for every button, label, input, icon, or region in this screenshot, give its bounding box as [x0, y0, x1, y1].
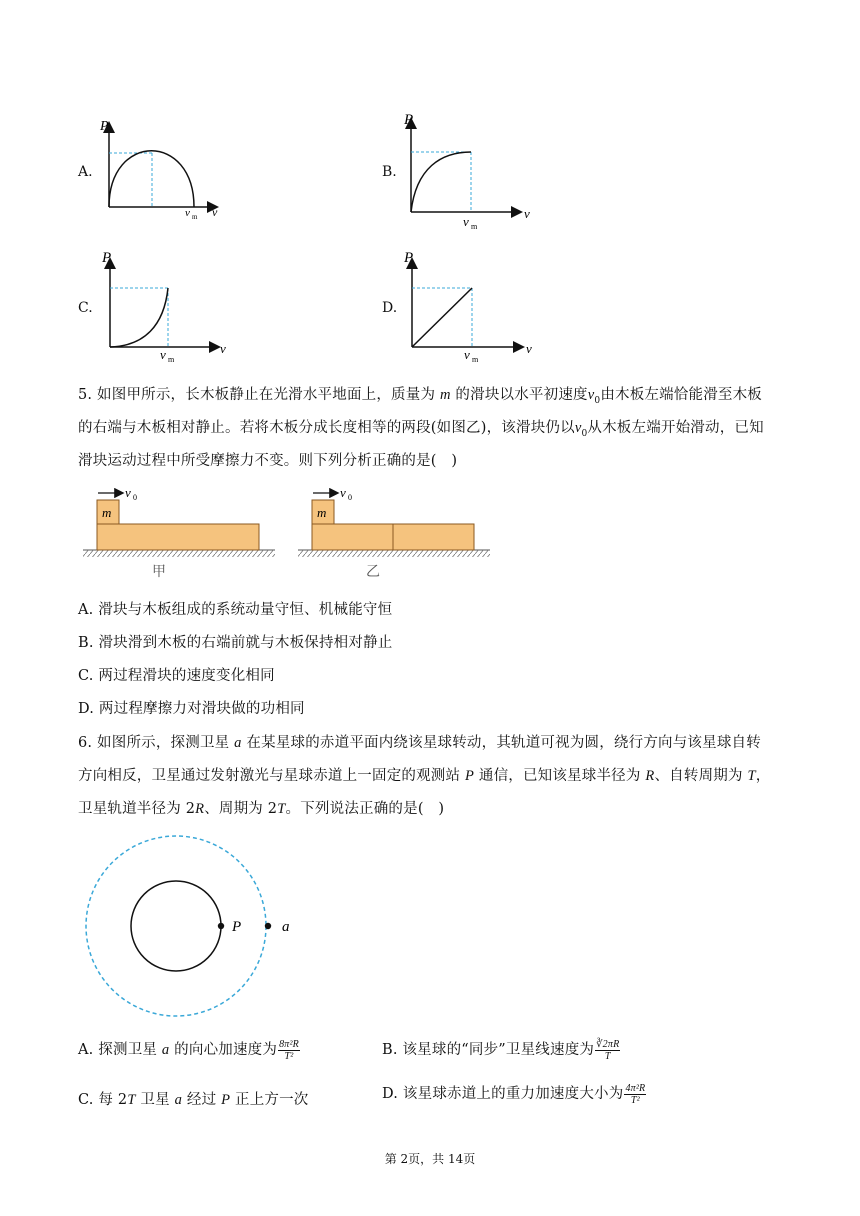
- svg-text:v: v: [125, 485, 131, 500]
- curve-convex: [110, 288, 168, 347]
- q6-line1: 6. 如图所示，探测卫星 a 在某星球的赤道平面内绕该星球转动，其轨道可视为圆，绕行方向与该星球自转: [78, 735, 761, 751]
- q6-option-b: B. 该星球的“同步”卫星线速度为 $\frac{∛2\pi R}{T}$: [382, 1038, 620, 1062]
- station-p-dot: [218, 923, 224, 929]
- svg-text:v: v: [464, 347, 470, 362]
- svg-text:P: P: [102, 250, 112, 266]
- q5-line1: 5. 如图甲所示，长木板静止在光滑水平地面上，质量为 m 的滑块以水平初速度$v_0$由木板左端恰能滑至木板: [78, 387, 763, 406]
- option-b-letter: B.: [382, 164, 397, 180]
- svg-text:m: m: [168, 355, 175, 364]
- svg-text:v: v: [524, 206, 530, 221]
- graph-b: [396, 108, 536, 230]
- page-footer: 第 2页，共 14页: [384, 1152, 476, 1166]
- option-d-letter: D.: [382, 300, 398, 316]
- graph-a: [94, 112, 234, 224]
- curve-concave: [411, 152, 471, 212]
- q5-figure: [80, 482, 500, 580]
- x-label: v: [212, 205, 218, 219]
- svg-text:v: v: [220, 341, 226, 356]
- q5-option-b: B. 滑块滑到木板的右端前就与木板保持相对静止: [78, 635, 393, 651]
- svg-text:m: m: [471, 222, 478, 230]
- q5-option-c: C. 两过程滑块的速度变化相同: [78, 668, 275, 684]
- q5-line3: 滑块运动过程中所受摩擦力不变。则下列分析正确的是( ): [78, 453, 458, 469]
- svg-text:P: P: [404, 250, 414, 266]
- graph-c: [94, 246, 234, 366]
- label-jia: 甲: [152, 565, 166, 580]
- satellite-a-dot: [265, 923, 271, 929]
- label-yi: 乙: [366, 565, 380, 580]
- q5-option-d: D. 两过程摩擦力对滑块做的功相同: [78, 701, 305, 717]
- q6-option-d: D. 该星球赤道上的重力加速度大小为 $\frac{\text{4π²R}}{\text{T²}}$: [382, 1082, 646, 1106]
- option-c-letter: C.: [78, 300, 93, 316]
- q5-option-a: A. 滑块与木板组成的系统动量守恒、机械能守恒: [78, 602, 393, 618]
- label-p: P: [232, 919, 242, 935]
- planet: [131, 881, 221, 971]
- svg-text:P: P: [404, 112, 414, 128]
- graph-d: [396, 246, 538, 366]
- svg-text:m: m: [472, 355, 479, 364]
- curve-linear: [412, 288, 472, 347]
- q6-option-c: C. 每 2T 卫星 a 经过 P 正上方一次: [78, 1092, 309, 1108]
- svg-text:v: v: [340, 485, 346, 500]
- svg-text:0: 0: [133, 493, 137, 502]
- vm-label: v: [185, 207, 190, 219]
- svg-text:v: v: [160, 347, 166, 362]
- svg-text:m: m: [317, 505, 327, 520]
- q6-option-a: A. 探测卫星 a 的向心加速度为 $\frac{\text{8π²R}}{\text{T²}}$: [78, 1038, 299, 1062]
- label-a: a: [282, 919, 290, 935]
- svg-text:m: m: [102, 505, 112, 520]
- svg-text:v: v: [526, 341, 532, 356]
- q5-line2: 的右端与木板相对静止。若将木板分成长度相等的两段(如图乙)，该滑块仍以$v_0$从木板左端开始滑动，已知: [78, 420, 764, 439]
- y-label: P: [100, 119, 109, 134]
- q6-line2: 方向相反，卫星通过发射激光与星球赤道上一固定的观测站 P 通信，已知该星球半径为 R、自转周期为 T，: [78, 768, 771, 784]
- q6-line3: 卫星轨道半径为 2R、周期为 2T。下列说法正确的是( ): [78, 801, 445, 817]
- option-a-letter: A.: [78, 164, 93, 180]
- svg-text:0: 0: [348, 493, 352, 502]
- svg-text:v: v: [463, 214, 469, 229]
- vm-sub: m: [192, 213, 198, 221]
- q6-figure: [76, 832, 306, 1024]
